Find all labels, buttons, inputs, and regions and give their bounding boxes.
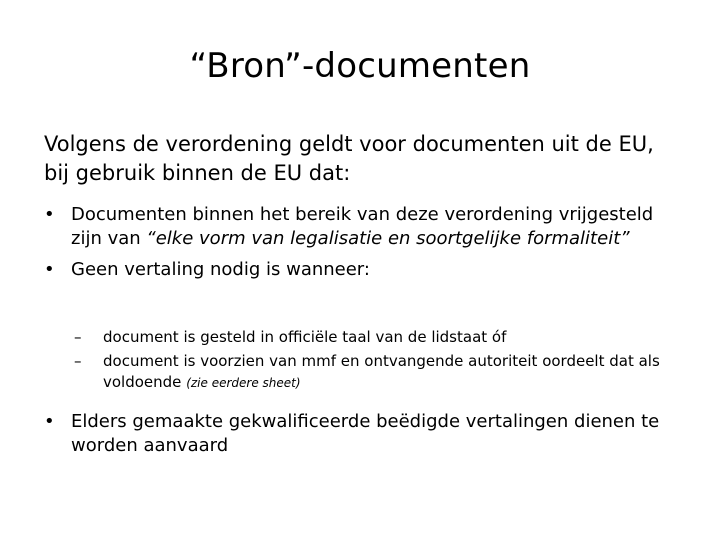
sub-bullet-text: document is voorzien van mmf en ontvangende autoriteit oordeelt dat als voldoende	[103, 352, 660, 391]
bullet-list-bottom	[44, 410, 684, 458]
sub-bullet-official-language	[74, 327, 674, 348]
sub-bullet-mmf	[74, 351, 674, 394]
bullet-marker: •	[44, 259, 55, 280]
slide-title: “Bron”-documenten	[189, 46, 531, 86]
bullet-text: Geen vertaling nodig is wanneer:	[71, 259, 370, 280]
sub-bullet-note: (zie eerdere sheet)	[186, 376, 301, 390]
dash-marker: –	[74, 328, 82, 346]
sub-bullet-text: document is gesteld in officiële taal van de lidstaat óf	[103, 328, 507, 346]
dash-marker: –	[74, 352, 82, 370]
bullet-quote: “elke vorm van legalisatie en soortgelijke formaliteit”	[146, 228, 630, 249]
bullet-marker: •	[44, 204, 55, 225]
bullet-item-translation	[44, 258, 684, 282]
bullet-item-sworn-translations	[44, 410, 684, 458]
bullet-text: Documenten binnen het bereik van deze verordening vrijgesteld zijn van	[71, 204, 654, 249]
sub-bullet-list	[74, 327, 674, 394]
bullet-marker: •	[44, 411, 55, 432]
bullet-text: Elders gemaakte gekwalificeerde beëdigde vertalingen dienen te worden aanvaard	[71, 411, 660, 456]
intro-paragraph: Volgens de verordening geldt voor documenten uit de EU, bij gebruik binnen de EU dat:	[44, 132, 654, 185]
bullet-list-top	[44, 203, 684, 282]
bullet-item-exemption	[44, 203, 684, 251]
